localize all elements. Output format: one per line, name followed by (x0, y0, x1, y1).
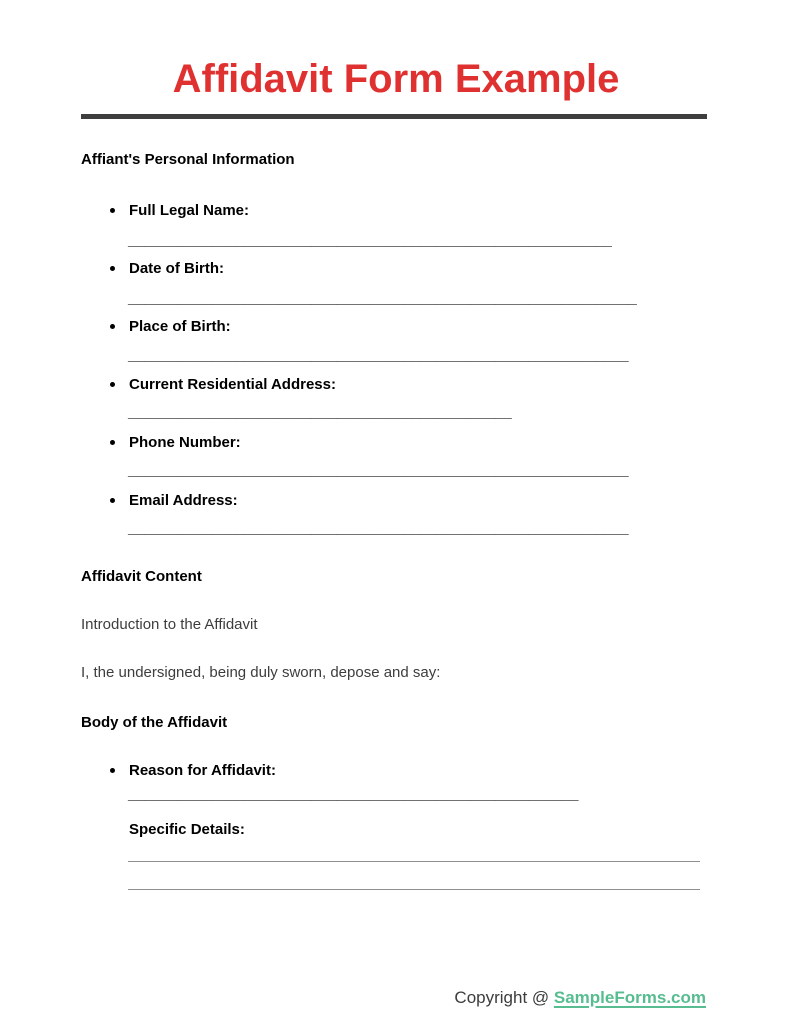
field-label-email-address: Email Address: (129, 492, 238, 509)
section-heading-personal-info: Affiant's Personal Information (81, 151, 295, 168)
field-blank-line-date-of-birth: _____________________________________________________________ (128, 290, 637, 307)
field-label-phone-number: Phone Number: (129, 434, 241, 451)
field-label-date-of-birth: Date of Birth: (129, 260, 224, 277)
sworn-statement-line: I, the undersigned, being duly sworn, depose and say: (81, 664, 441, 681)
field-blank-line-email-address: ____________________________________________________________ (128, 520, 629, 537)
field-blank-line-full-legal-name: __________________________________________________________ (128, 232, 612, 249)
bullet-icon (110, 768, 115, 773)
field-blank-line-residential-address: ______________________________________________ (128, 404, 512, 421)
bullet-icon (110, 440, 115, 445)
intro-line: Introduction to the Affidavit (81, 616, 258, 633)
bullet-icon (110, 324, 115, 329)
bullet-icon (110, 382, 115, 387)
field-label-full-legal-name: Full Legal Name: (129, 202, 250, 219)
section-heading-body-of-affidavit: Body of the Affidavit (81, 714, 228, 731)
field-label-residential-address: Current Residential Address: (129, 376, 336, 393)
field-label-reason-for-affidavit: Reason for Affidavit: (129, 762, 276, 779)
field-blank-line-place-of-birth: ____________________________________________________________ (128, 347, 629, 364)
field-label-place-of-birth: Place of Birth: (129, 318, 231, 335)
page-title: Affidavit Form Example (172, 57, 620, 101)
field-label-specific-details: Specific Details: (129, 821, 245, 838)
bullet-icon (110, 208, 115, 213)
specific-details-write-line (128, 861, 700, 862)
bullet-icon (110, 498, 115, 503)
title-divider (81, 114, 707, 119)
section-heading-affidavit-content: Affidavit Content (81, 568, 202, 585)
footer-copyright (454, 988, 706, 1008)
sampleforms-link[interactable]: SampleForms.com (553, 988, 706, 1007)
bullet-icon (110, 266, 115, 271)
specific-details-write-line (128, 889, 700, 890)
copyright-text: Copyright @ (454, 988, 554, 1007)
field-blank-line-reason-for-affidavit: ______________________________________________________ (128, 786, 579, 803)
field-blank-line-phone-number: ____________________________________________________________ (128, 462, 629, 479)
